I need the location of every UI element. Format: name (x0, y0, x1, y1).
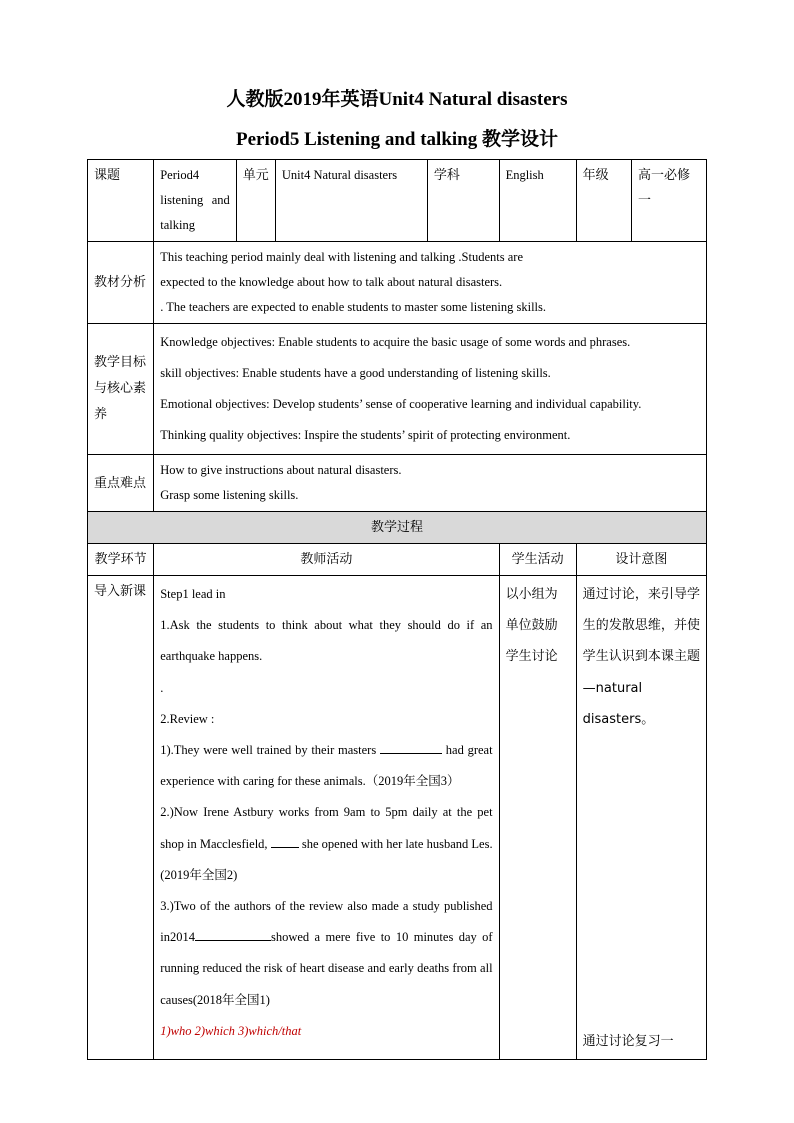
review-item-3-text-a: 3.)Two of the authors of the review also made a study published in2014 (160, 899, 493, 945)
answer-key: 1)who 2)which 3)which/that (160, 1023, 302, 1038)
col-header-intent: 设计意图 (576, 544, 706, 576)
grade-value: 高一必修一 (632, 160, 707, 242)
unit-value: Unit4 Natural disasters (275, 160, 427, 242)
process-header-row (88, 512, 707, 544)
analysis-content (154, 242, 707, 324)
objectives-content (154, 324, 707, 455)
objectives-row (88, 324, 707, 455)
analysis-line: This teaching period mainly deal with listening and talking .Students are (160, 250, 524, 264)
key-points-row (88, 455, 707, 512)
review-item-1 (160, 735, 492, 797)
column-header-row (88, 544, 707, 576)
col-header-teacher: 教师活动 (154, 544, 499, 576)
objectives-label: 教学目标与核心素养 (88, 324, 154, 455)
objective-line: skill objectives: Enable students have a good understanding of listening skills. (160, 366, 551, 380)
design-intent-text: 通过讨论，来引导学生的发散思维，并使学生认识到本课主题—natural disasters。 (582, 587, 700, 727)
review-item-2 (160, 797, 492, 891)
review-item-1-text-a: 1).They were well trained by their masters (160, 743, 377, 758)
stage-cell: 导入新课 (88, 576, 154, 1060)
lead-in-row (88, 576, 707, 1060)
subject-label: 学科 (427, 160, 499, 242)
review-item-1-text-b: had great experience with caring for these animals.（2019年全国3） (160, 743, 493, 789)
separator-dot: . (160, 680, 164, 695)
key-points-label: 重点难点 (88, 455, 154, 512)
subject-value: English (499, 160, 576, 242)
student-activity-cell: 以小组为单位鼓励学生讨论 (499, 576, 576, 1060)
review-item-3 (160, 891, 492, 1016)
analysis-label: 教材分析 (88, 242, 154, 324)
design-intent-cell (576, 576, 706, 1060)
col-header-stage: 教学环节 (88, 544, 154, 576)
topic-value: Period4 listening and talking (154, 160, 237, 242)
process-header: 教学过程 (88, 512, 707, 544)
review-item-3-text-b: showed a mere five to 10 minutes day of running reduced the risk of heart disease and early deaths from all causes(2018年全国1) (160, 930, 493, 1007)
document-title-line-2: Period5 Listening and talking 教学设计 (236, 129, 558, 150)
review-item-2-text-a: 2.)Now Irene Astbury works from 9am to 5pm daily at the pet shop in Macclesfield, (160, 805, 493, 851)
key-point-line: How to give instructions about natural disasters. (160, 463, 402, 477)
objective-line: Emotional objectives: Develop students’ sense of cooperative learning and individual capability. (160, 397, 642, 411)
step-title: Step1 lead in (160, 587, 226, 601)
key-point-line: Grasp some listening skills. (160, 488, 299, 502)
objective-line: Thinking quality objectives: Inspire the students’ spirit of protecting environment. (160, 428, 571, 442)
design-intent-text-2: 通过讨论复习一 (582, 1033, 674, 1049)
teacher-activity-cell (154, 576, 499, 1060)
question-1: 1.Ask the students to think about what they should do if an earthquake happens. (160, 618, 493, 664)
objective-line: Knowledge objectives: Enable students to acquire the basic usage of some words and phrases. (160, 335, 631, 349)
answer-blank (380, 741, 442, 754)
answer-blank (271, 835, 299, 848)
grade-label: 年级 (576, 160, 631, 242)
info-row (88, 160, 707, 242)
analysis-line: . The teachers are expected to enable students to master some listening skills. (160, 300, 547, 314)
key-points-content (154, 455, 707, 512)
unit-label: 单元 (236, 160, 275, 242)
lesson-plan-table (87, 159, 707, 1060)
document-title-line-1: 人教版2019年英语Unit4 Natural disasters (226, 89, 568, 110)
review-heading: 2.Review : (160, 711, 215, 726)
review-item-2-text-b: she opened with her late husband Les.(2019年全国2) (160, 836, 493, 882)
col-header-student: 学生活动 (499, 544, 576, 576)
topic-label: 课题 (88, 160, 154, 242)
answer-blank (195, 928, 271, 941)
analysis-line: expected to the knowledge about how to talk about natural disasters. (160, 275, 503, 289)
analysis-row (88, 242, 707, 324)
